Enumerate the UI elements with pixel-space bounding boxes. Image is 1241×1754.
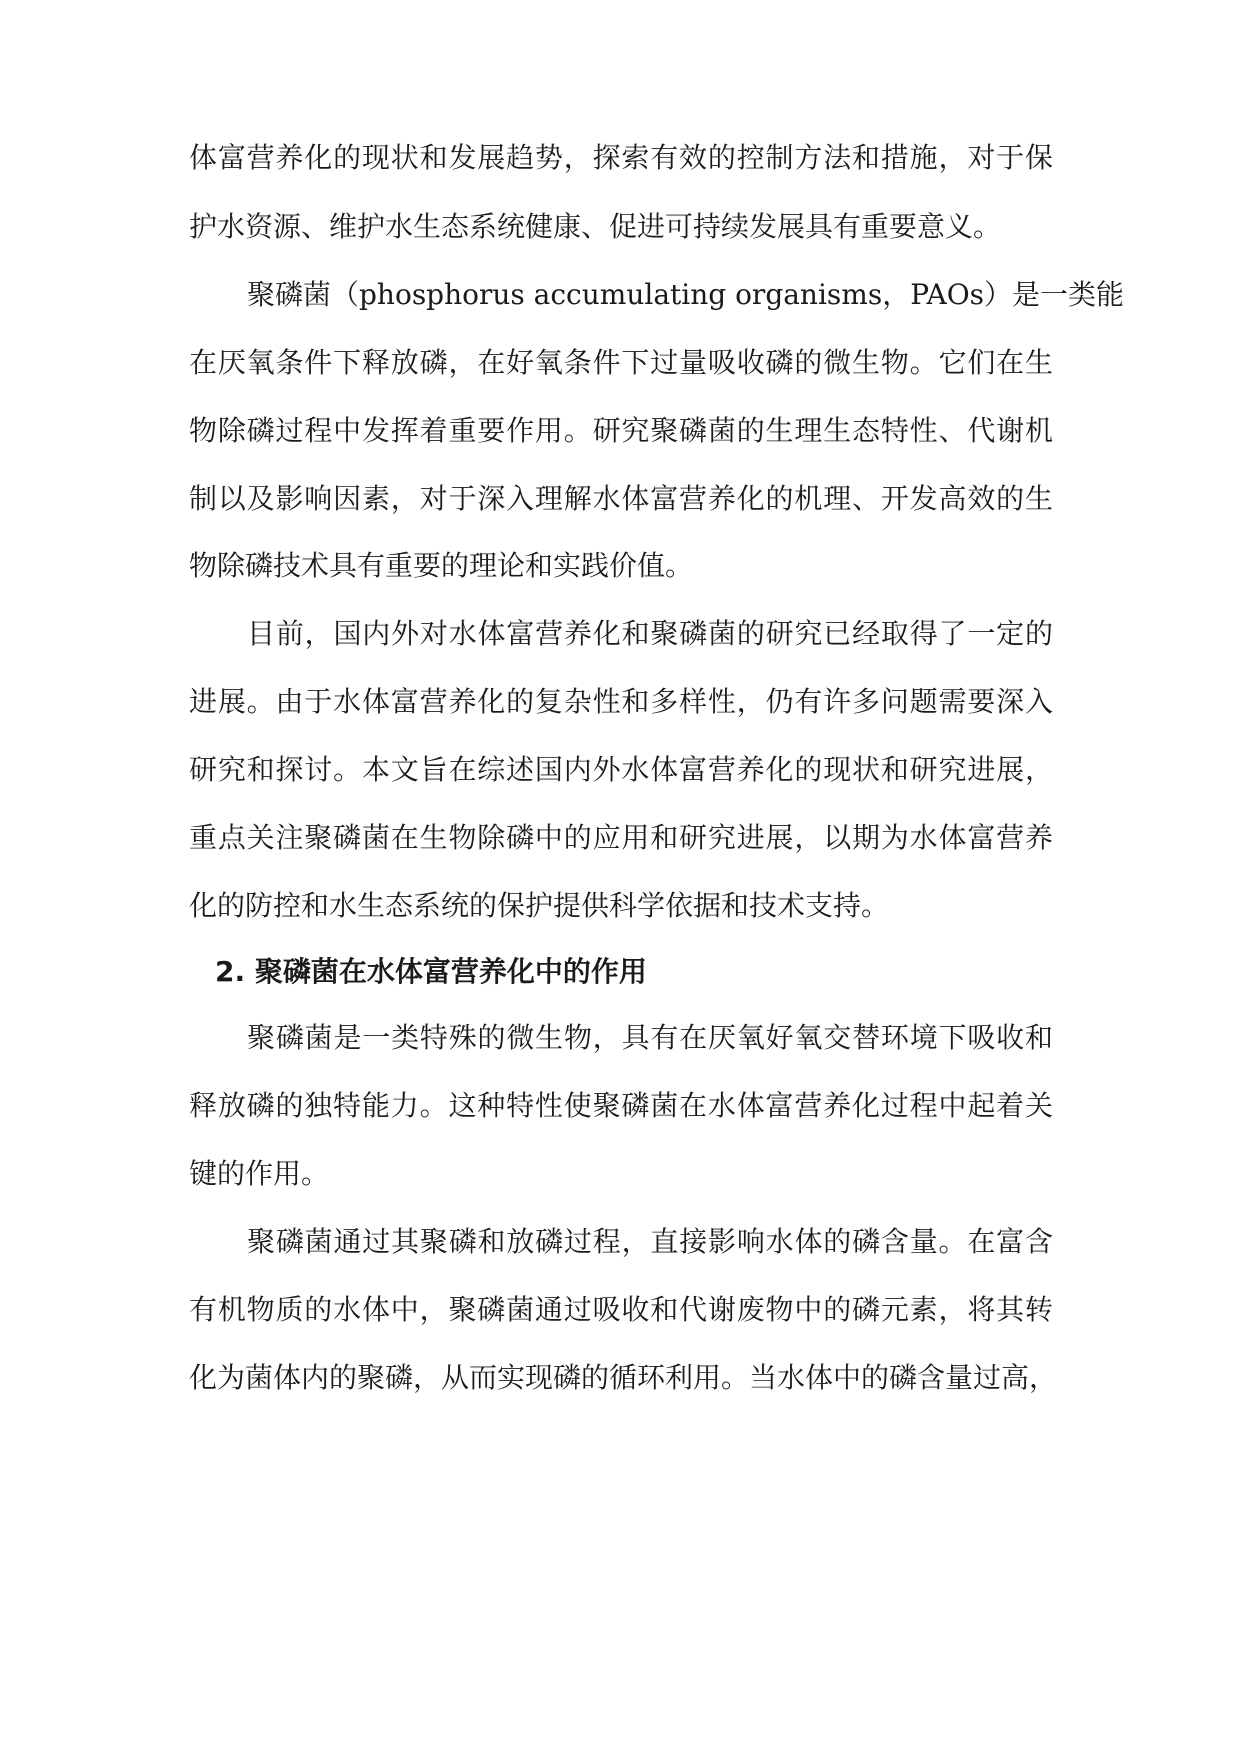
paragraph-3-line-2: 进展。由于水体富营养化的复杂性和多样性，仍有许多问题需要深入 <box>189 685 1053 718</box>
paragraph-1-line-1: 体富营养化的现状和发展趋势，探索有效的控制方法和措施，对于保 <box>189 141 1053 174</box>
paragraph-1-line-2: 护水资源、维护水生态系统健康、促进可持续发展具有重要意义。 <box>189 210 1002 243</box>
paragraph-3-line-5: 化的防控和水生态系统的保护提供科学依据和技术支持。 <box>189 889 890 922</box>
section-paragraph-2-line-2: 有机物质的水体中，聚磷菌通过吸收和代谢废物中的磷元素，将其转 <box>189 1293 1053 1326</box>
section-paragraph-1-line-3: 键的作用。 <box>189 1157 330 1190</box>
paragraph-2-line-2: 在厌氧条件下释放磷，在好氧条件下过量吸收磷的微生物。它们在生 <box>189 346 1053 379</box>
section-paragraph-1-line-2: 释放磷的独特能力。这种特性使聚磷菌在水体富营养化过程中起着关 <box>189 1089 1053 1122</box>
section-paragraph-2-line-3: 化为菌体内的聚磷，从而实现磷的循环利用。当水体中的磷含量过高， <box>189 1361 1058 1394</box>
paragraph-3-line-1: 目前，国内外对水体富营养化和聚磷菌的研究已经取得了一定的 <box>247 617 1053 650</box>
section-paragraph-1-line-1: 聚磷菌是一类特殊的微生物，具有在厌氧好氧交替环境下吸收和 <box>247 1021 1053 1054</box>
paragraph-2-line-3: 物除磷过程中发挥着重要作用。研究聚磷菌的生理生态特性、代谢机 <box>189 414 1053 447</box>
paragraph-2-line-1: 聚磷菌（phosphorus accumulating organisms，PAOs）是一类能 <box>247 278 1125 311</box>
paragraph-2-line-4: 制以及影响因素，对于深入理解水体富营养化的机理、开发高效的生 <box>189 482 1053 515</box>
section-heading: 2. 聚磷菌在水体富营养化中的作用 <box>215 955 647 988</box>
paragraph-2-line-5: 物除磷技术具有重要的理论和实践价值。 <box>189 549 694 582</box>
paragraph-3-line-4: 重点关注聚磷菌在生物除磷中的应用和研究进展，以期为水体富营养 <box>189 821 1053 854</box>
paragraph-3-line-3: 研究和探讨。本文旨在综述国内外水体富营养化的现状和研究进展， <box>189 753 1053 786</box>
section-paragraph-2-line-1: 聚磷菌通过其聚磷和放磷过程，直接影响水体的磷含量。在富含 <box>247 1225 1053 1258</box>
